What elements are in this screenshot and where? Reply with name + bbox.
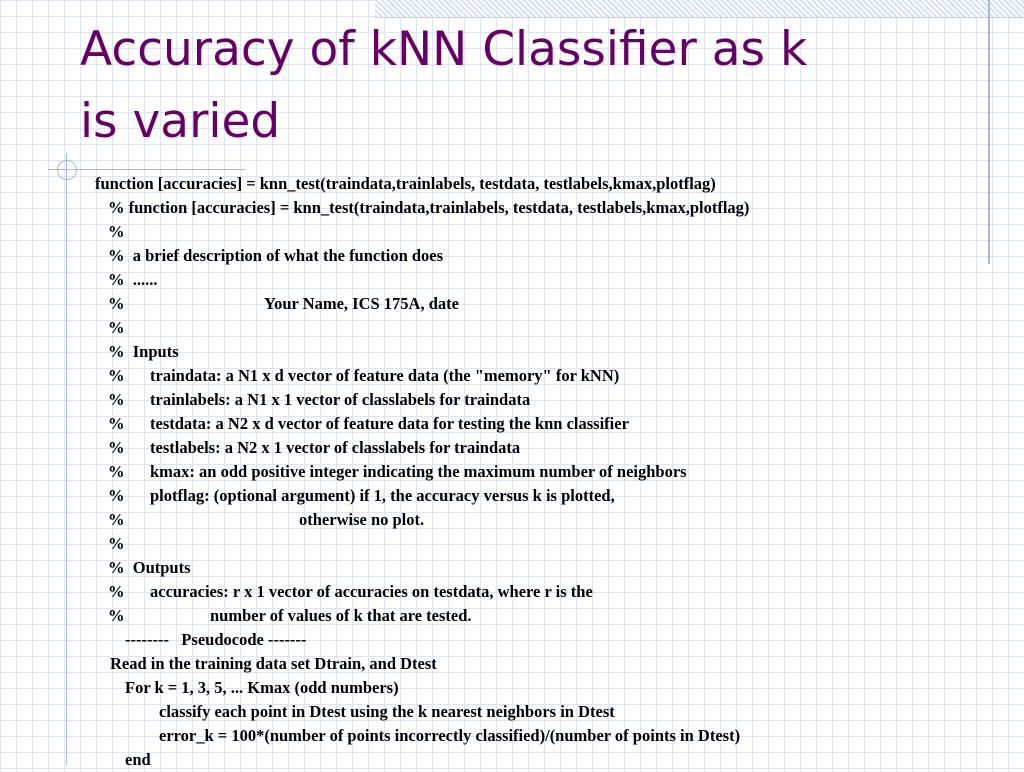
- code-line-comment: %: [108, 318, 125, 337]
- code-line-input-trainlabels: trainlabels: a N1 x 1 vector of classlabels for traindata: [150, 390, 531, 409]
- code-line-comment: %: [108, 294, 125, 313]
- code-line-comment: %: [108, 582, 125, 601]
- code-line-read-data: Read in the training data set Dtrain, and Dtest: [110, 654, 437, 673]
- code-line-end: end: [125, 750, 151, 769]
- code-line-for-loop: For k = 1, 3, 5, ... Kmax (odd numbers): [125, 678, 399, 697]
- code-line-comment: %: [108, 462, 125, 481]
- code-line-inputs-header: % Inputs: [108, 342, 179, 361]
- code-line-input-traindata: traindata: a N1 x d vector of feature data (the "memory" for kNN): [150, 366, 620, 385]
- title-underline-rule: [48, 169, 245, 170]
- right-vertical-rule: [988, 0, 990, 264]
- bullet-circle-ornament: [57, 160, 77, 180]
- code-line-classify: classify each point in Dtest using the k nearest neighbors in Dtest: [159, 702, 615, 721]
- code-line-author: Your Name, ICS 175A, date: [264, 294, 459, 313]
- code-line-input-kmax: kmax: an odd positive integer indicating the maximum number of neighbors: [150, 462, 687, 481]
- code-line-comment: %: [108, 510, 125, 529]
- code-line-input-testlabels: testlabels: a N2 x 1 vector of classlabels for traindata: [150, 438, 521, 457]
- code-line-input-plotflag: plotflag: (optional argument) if 1, the accuracy versus k is plotted,: [150, 486, 615, 505]
- code-line-plotflag-otherwise: otherwise no plot.: [299, 510, 425, 529]
- code-line-ellipsis: % ......: [108, 270, 158, 289]
- code-line-comment-signature: % function [accuracies] = knn_test(traindata,trainlabels, testdata, testlabels,kmax,plotflag): [108, 198, 750, 217]
- code-line-input-testdata: testdata: a N2 x d vector of feature data for testing the knn classifier: [150, 414, 629, 433]
- left-vertical-rule: [66, 153, 67, 765]
- code-line-pseudocode-header: -------- Pseudocode -------: [125, 630, 307, 649]
- code-line-description: % a brief description of what the function does: [108, 246, 444, 265]
- code-line-comment: %: [108, 486, 125, 505]
- code-line-comment: %: [108, 366, 125, 385]
- code-line-comment: %: [108, 222, 125, 241]
- code-line-comment: %: [108, 438, 125, 457]
- code-line-output-continuation: number of values of k that are tested.: [210, 606, 472, 625]
- code-line-outputs-header: % Outputs: [108, 558, 191, 577]
- code-line-comment: %: [108, 414, 125, 433]
- code-line-output-accuracies: accuracies: r x 1 vector of accuracies on testdata, where r is the: [150, 582, 593, 601]
- slide-title: [80, 14, 960, 158]
- code-line-comment: %: [108, 606, 125, 625]
- slide-title-line-2: is varied: [80, 94, 281, 149]
- code-line-error-formula: error_k = 100*(number of points incorrectly classified)/(number of points in Dtest): [159, 726, 741, 745]
- code-line-comment: %: [108, 534, 125, 553]
- slide-title-line-1: Accuracy of kNN Classifier as k: [80, 22, 808, 77]
- code-line-comment: %: [108, 390, 125, 409]
- code-line-function-signature: function [accuracies] = knn_test(traindata,trainlabels, testdata, testlabels,kmax,plotflag): [95, 174, 716, 193]
